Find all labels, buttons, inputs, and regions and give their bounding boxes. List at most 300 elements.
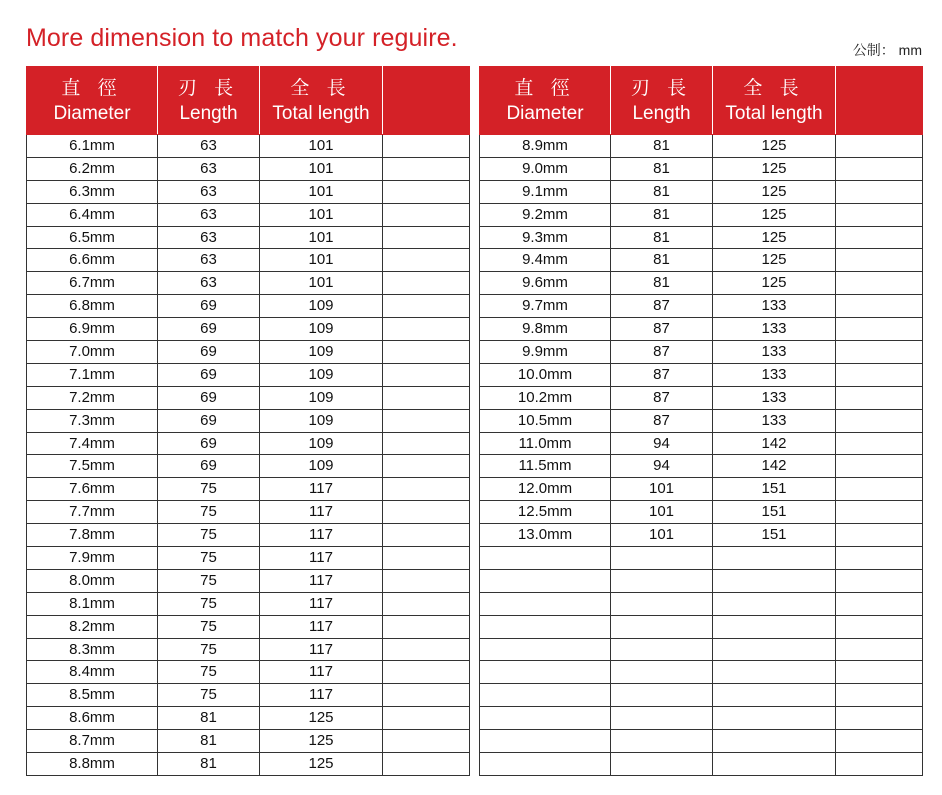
header-zh: 刃 長 xyxy=(177,77,240,99)
cell-length xyxy=(611,753,713,776)
cell-blank xyxy=(383,478,470,501)
cell-total-length: 117 xyxy=(260,478,383,501)
cell-diameter: 12.5mm xyxy=(480,501,611,524)
table-row xyxy=(480,684,923,707)
table-row xyxy=(480,295,923,318)
table-row xyxy=(27,569,470,592)
cell-blank xyxy=(383,272,470,295)
cell-total-length: 117 xyxy=(260,524,383,547)
cell-diameter: 9.2mm xyxy=(480,203,611,226)
table-row xyxy=(480,135,923,158)
cell-total-length: 101 xyxy=(260,135,383,158)
cell-total-length xyxy=(713,730,836,753)
cell-length: 81 xyxy=(158,730,260,753)
cell-total-length xyxy=(713,615,836,638)
cell-total-length: 125 xyxy=(260,753,383,776)
cell-diameter: 7.6mm xyxy=(27,478,158,501)
cell-blank xyxy=(383,135,470,158)
cell-diameter: 8.4mm xyxy=(27,661,158,684)
cell-total-length xyxy=(713,707,836,730)
cell-blank xyxy=(383,707,470,730)
cell-blank xyxy=(383,569,470,592)
cell-length: 87 xyxy=(611,295,713,318)
table-row xyxy=(480,318,923,341)
cell-total-length: 125 xyxy=(260,730,383,753)
cell-total-length: 109 xyxy=(260,295,383,318)
cell-diameter xyxy=(480,753,611,776)
table-row xyxy=(480,226,923,249)
cell-blank xyxy=(383,432,470,455)
cell-length xyxy=(611,615,713,638)
cell-length: 69 xyxy=(158,432,260,455)
cell-total-length: 151 xyxy=(713,478,836,501)
table-row xyxy=(27,318,470,341)
cell-length: 87 xyxy=(611,386,713,409)
table-row xyxy=(27,455,470,478)
table-row xyxy=(480,272,923,295)
cell-length: 94 xyxy=(611,455,713,478)
header-blank xyxy=(836,67,923,135)
cell-total-length: 109 xyxy=(260,341,383,364)
table-row xyxy=(480,157,923,180)
cell-diameter: 7.9mm xyxy=(27,547,158,570)
cell-total-length xyxy=(713,753,836,776)
cell-length xyxy=(611,569,713,592)
cell-blank xyxy=(836,409,923,432)
cell-diameter: 9.8mm xyxy=(480,318,611,341)
table-row xyxy=(480,409,923,432)
cell-blank xyxy=(383,524,470,547)
cell-diameter: 11.0mm xyxy=(480,432,611,455)
cell-total-length: 101 xyxy=(260,272,383,295)
cell-length: 69 xyxy=(158,318,260,341)
cell-length: 81 xyxy=(611,272,713,295)
cell-diameter: 7.3mm xyxy=(27,409,158,432)
table-row xyxy=(27,341,470,364)
table-row xyxy=(27,249,470,272)
table-row xyxy=(27,615,470,638)
cell-blank xyxy=(836,295,923,318)
cell-length: 87 xyxy=(611,341,713,364)
cell-total-length xyxy=(713,569,836,592)
cell-diameter: 12.0mm xyxy=(480,478,611,501)
cell-length xyxy=(611,707,713,730)
cell-diameter: 8.9mm xyxy=(480,135,611,158)
cell-blank xyxy=(836,386,923,409)
cell-blank xyxy=(383,547,470,570)
cell-length xyxy=(611,547,713,570)
cell-length: 69 xyxy=(158,386,260,409)
cell-total-length: 117 xyxy=(260,684,383,707)
header-zh: 全 長 xyxy=(743,77,805,99)
cell-length: 63 xyxy=(158,249,260,272)
cell-length xyxy=(611,684,713,707)
cell-total-length: 109 xyxy=(260,363,383,386)
header-en: Length xyxy=(632,102,691,124)
cell-length: 101 xyxy=(611,524,713,547)
cell-blank xyxy=(383,180,470,203)
cell-blank xyxy=(383,226,470,249)
table-row xyxy=(480,501,923,524)
cell-blank xyxy=(383,501,470,524)
cell-diameter: 6.5mm xyxy=(27,226,158,249)
cell-length: 87 xyxy=(611,409,713,432)
cell-diameter xyxy=(480,569,611,592)
cell-total-length: 133 xyxy=(713,341,836,364)
cell-blank xyxy=(836,203,923,226)
cell-blank xyxy=(836,730,923,753)
table-row xyxy=(480,547,923,570)
table-row xyxy=(27,180,470,203)
cell-blank xyxy=(836,226,923,249)
cell-diameter: 8.8mm xyxy=(27,753,158,776)
cell-blank xyxy=(836,180,923,203)
table-row xyxy=(480,180,923,203)
cell-total-length: 133 xyxy=(713,363,836,386)
cell-total-length xyxy=(713,638,836,661)
cell-diameter: 9.0mm xyxy=(480,157,611,180)
cell-total-length: 133 xyxy=(713,318,836,341)
cell-diameter: 10.2mm xyxy=(480,386,611,409)
table-row xyxy=(27,524,470,547)
cell-diameter: 9.6mm xyxy=(480,272,611,295)
cell-blank xyxy=(836,135,923,158)
cell-length: 75 xyxy=(158,661,260,684)
table-row xyxy=(27,661,470,684)
cell-length: 75 xyxy=(158,592,260,615)
cell-length: 63 xyxy=(158,157,260,180)
cell-diameter: 8.3mm xyxy=(27,638,158,661)
header-total-length xyxy=(260,67,383,135)
cell-diameter xyxy=(480,730,611,753)
cell-total-length xyxy=(713,661,836,684)
table-row xyxy=(480,249,923,272)
table-row xyxy=(480,363,923,386)
cell-blank xyxy=(836,524,923,547)
page-title: More dimension to match your reguire. xyxy=(26,24,458,52)
table-row xyxy=(27,478,470,501)
cell-length: 81 xyxy=(611,157,713,180)
cell-diameter: 7.8mm xyxy=(27,524,158,547)
cell-blank xyxy=(836,684,923,707)
cell-total-length: 133 xyxy=(713,295,836,318)
header-diameter xyxy=(480,67,611,135)
cell-length: 69 xyxy=(158,455,260,478)
cell-length: 101 xyxy=(611,478,713,501)
cell-diameter: 6.8mm xyxy=(27,295,158,318)
cell-diameter: 7.7mm xyxy=(27,501,158,524)
table-row xyxy=(27,386,470,409)
cell-total-length: 117 xyxy=(260,501,383,524)
header-diameter xyxy=(27,67,158,135)
cell-blank xyxy=(836,547,923,570)
cell-total-length: 117 xyxy=(260,547,383,570)
cell-total-length: 117 xyxy=(260,569,383,592)
cell-blank xyxy=(836,569,923,592)
table-row xyxy=(480,478,923,501)
cell-total-length: 101 xyxy=(260,157,383,180)
cell-diameter: 10.0mm xyxy=(480,363,611,386)
table-row xyxy=(480,203,923,226)
cell-diameter: 6.1mm xyxy=(27,135,158,158)
header-total-length xyxy=(713,67,836,135)
cell-blank xyxy=(836,341,923,364)
cell-total-length: 125 xyxy=(713,249,836,272)
cell-diameter: 7.1mm xyxy=(27,363,158,386)
cell-total-length: 117 xyxy=(260,615,383,638)
table-row xyxy=(480,592,923,615)
cell-blank xyxy=(383,684,470,707)
cell-length xyxy=(611,730,713,753)
cell-diameter: 9.9mm xyxy=(480,341,611,364)
cell-length: 81 xyxy=(611,226,713,249)
cell-diameter: 6.3mm xyxy=(27,180,158,203)
cell-diameter xyxy=(480,707,611,730)
table-row xyxy=(480,638,923,661)
cell-diameter: 13.0mm xyxy=(480,524,611,547)
cell-length: 63 xyxy=(158,203,260,226)
cell-diameter: 10.5mm xyxy=(480,409,611,432)
cell-length: 75 xyxy=(158,524,260,547)
cell-total-length: 101 xyxy=(260,203,383,226)
cell-diameter: 8.7mm xyxy=(27,730,158,753)
table-row xyxy=(480,341,923,364)
cell-total-length: 109 xyxy=(260,386,383,409)
table-row xyxy=(27,707,470,730)
cell-diameter: 7.0mm xyxy=(27,341,158,364)
table-row xyxy=(27,157,470,180)
cell-blank xyxy=(383,753,470,776)
cell-diameter xyxy=(480,661,611,684)
cell-total-length: 117 xyxy=(260,638,383,661)
cell-diameter xyxy=(480,638,611,661)
cell-length: 75 xyxy=(158,478,260,501)
cell-blank xyxy=(383,203,470,226)
cell-diameter: 6.7mm xyxy=(27,272,158,295)
cell-total-length: 125 xyxy=(713,157,836,180)
cell-blank xyxy=(383,615,470,638)
table-row xyxy=(27,272,470,295)
table-row xyxy=(27,547,470,570)
cell-blank xyxy=(383,661,470,684)
cell-length: 69 xyxy=(158,341,260,364)
table-row xyxy=(27,363,470,386)
cell-diameter: 7.4mm xyxy=(27,432,158,455)
table-row xyxy=(480,753,923,776)
table-row xyxy=(27,592,470,615)
cell-diameter: 9.4mm xyxy=(480,249,611,272)
cell-total-length: 109 xyxy=(260,409,383,432)
cell-length: 87 xyxy=(611,363,713,386)
cell-total-length xyxy=(713,684,836,707)
cell-total-length: 142 xyxy=(713,432,836,455)
cell-length xyxy=(611,638,713,661)
cell-diameter: 6.2mm xyxy=(27,157,158,180)
cell-blank xyxy=(836,707,923,730)
table-row xyxy=(27,295,470,318)
cell-length: 69 xyxy=(158,295,260,318)
cell-length: 63 xyxy=(158,272,260,295)
cell-blank xyxy=(836,157,923,180)
left-table-body xyxy=(27,135,470,776)
cell-length: 75 xyxy=(158,684,260,707)
cell-diameter xyxy=(480,684,611,707)
table-row xyxy=(27,753,470,776)
cell-diameter: 7.2mm xyxy=(27,386,158,409)
cell-blank xyxy=(383,730,470,753)
cell-total-length: 125 xyxy=(260,707,383,730)
cell-length: 75 xyxy=(158,569,260,592)
unit-label: 公制： mm xyxy=(852,42,922,58)
header-zh: 全 長 xyxy=(290,77,352,99)
table-row xyxy=(480,615,923,638)
cell-blank xyxy=(836,661,923,684)
cell-total-length xyxy=(713,547,836,570)
cell-total-length: 109 xyxy=(260,432,383,455)
cell-blank xyxy=(836,249,923,272)
table-row xyxy=(27,730,470,753)
header-zh: 直 徑 xyxy=(514,77,576,99)
header-en: Total length xyxy=(272,102,370,124)
cell-diameter: 6.4mm xyxy=(27,203,158,226)
cell-blank xyxy=(383,638,470,661)
table-row xyxy=(480,707,923,730)
cell-blank xyxy=(383,318,470,341)
cell-blank xyxy=(836,501,923,524)
cell-blank xyxy=(836,753,923,776)
cell-diameter: 6.6mm xyxy=(27,249,158,272)
table-row xyxy=(27,135,470,158)
cell-blank xyxy=(836,455,923,478)
cell-total-length: 142 xyxy=(713,455,836,478)
cell-blank xyxy=(383,409,470,432)
cell-diameter: 9.3mm xyxy=(480,226,611,249)
header-en: Length xyxy=(179,102,238,124)
header-en: Diameter xyxy=(506,102,584,124)
right-spec-table xyxy=(479,66,923,776)
cell-length xyxy=(611,592,713,615)
cell-length: 81 xyxy=(158,707,260,730)
cell-total-length: 117 xyxy=(260,661,383,684)
cell-total-length: 133 xyxy=(713,386,836,409)
cell-diameter: 7.5mm xyxy=(27,455,158,478)
cell-total-length: 109 xyxy=(260,455,383,478)
cell-diameter: 6.9mm xyxy=(27,318,158,341)
table-row xyxy=(480,661,923,684)
cell-total-length: 117 xyxy=(260,592,383,615)
header-en: Total length xyxy=(725,102,823,124)
cell-diameter xyxy=(480,547,611,570)
cell-diameter: 8.0mm xyxy=(27,569,158,592)
cell-diameter: 11.5mm xyxy=(480,455,611,478)
cell-blank xyxy=(836,615,923,638)
table-row xyxy=(480,386,923,409)
header-en: Diameter xyxy=(53,102,131,124)
cell-length: 63 xyxy=(158,180,260,203)
cell-blank xyxy=(383,592,470,615)
cell-length: 63 xyxy=(158,135,260,158)
cell-length: 75 xyxy=(158,501,260,524)
cell-total-length: 101 xyxy=(260,180,383,203)
cell-blank xyxy=(836,318,923,341)
left-spec-table xyxy=(26,66,470,776)
cell-total-length: 125 xyxy=(713,203,836,226)
cell-diameter: 8.1mm xyxy=(27,592,158,615)
cell-blank xyxy=(383,386,470,409)
cell-blank xyxy=(383,157,470,180)
cell-blank xyxy=(383,249,470,272)
cell-diameter: 8.6mm xyxy=(27,707,158,730)
cell-total-length: 125 xyxy=(713,226,836,249)
table-row xyxy=(480,432,923,455)
cell-length: 75 xyxy=(158,638,260,661)
table-row xyxy=(480,524,923,547)
cell-diameter: 9.7mm xyxy=(480,295,611,318)
cell-total-length: 101 xyxy=(260,226,383,249)
cell-total-length: 109 xyxy=(260,318,383,341)
cell-length: 81 xyxy=(611,249,713,272)
table-row xyxy=(27,638,470,661)
cell-total-length: 101 xyxy=(260,249,383,272)
cell-blank xyxy=(383,363,470,386)
cell-total-length: 151 xyxy=(713,524,836,547)
cell-total-length: 125 xyxy=(713,135,836,158)
cell-blank xyxy=(836,592,923,615)
cell-length: 75 xyxy=(158,615,260,638)
cell-length xyxy=(611,661,713,684)
cell-total-length: 125 xyxy=(713,180,836,203)
header-blank xyxy=(383,67,470,135)
right-table-header xyxy=(480,67,923,135)
cell-blank xyxy=(836,432,923,455)
cell-length: 69 xyxy=(158,363,260,386)
cell-total-length: 125 xyxy=(713,272,836,295)
cell-diameter xyxy=(480,592,611,615)
cell-blank xyxy=(836,478,923,501)
header-zh: 刃 長 xyxy=(630,77,693,99)
cell-blank xyxy=(383,295,470,318)
cell-length: 87 xyxy=(611,318,713,341)
table-row xyxy=(27,684,470,707)
cell-total-length xyxy=(713,592,836,615)
cell-length: 94 xyxy=(611,432,713,455)
table-row xyxy=(480,455,923,478)
cell-length: 81 xyxy=(158,753,260,776)
header-length xyxy=(611,67,713,135)
cell-length: 101 xyxy=(611,501,713,524)
cell-length: 81 xyxy=(611,180,713,203)
cell-diameter: 8.2mm xyxy=(27,615,158,638)
cell-blank xyxy=(383,455,470,478)
right-table-body xyxy=(480,135,923,776)
table-row xyxy=(480,730,923,753)
cell-diameter: 9.1mm xyxy=(480,180,611,203)
cell-blank xyxy=(836,363,923,386)
table-row xyxy=(480,569,923,592)
cell-diameter: 8.5mm xyxy=(27,684,158,707)
cell-blank xyxy=(836,272,923,295)
cell-blank xyxy=(383,341,470,364)
header-length xyxy=(158,67,260,135)
cell-diameter xyxy=(480,615,611,638)
cell-length: 75 xyxy=(158,547,260,570)
cell-length: 81 xyxy=(611,135,713,158)
header-zh: 直 徑 xyxy=(61,77,123,99)
cell-total-length: 133 xyxy=(713,409,836,432)
cell-blank xyxy=(836,638,923,661)
cell-length: 69 xyxy=(158,409,260,432)
table-row xyxy=(27,432,470,455)
